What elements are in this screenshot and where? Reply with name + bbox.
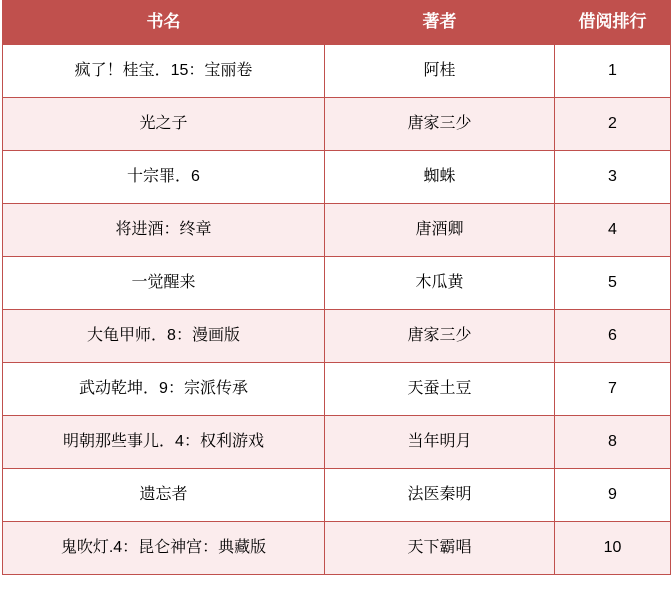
column-header-rank: 借阅排行 xyxy=(555,1,671,45)
cell-text: 2 xyxy=(608,115,617,133)
table-body xyxy=(3,45,671,575)
cell-book-rank xyxy=(555,522,671,575)
cell-book-author xyxy=(325,204,555,257)
cell-text: 阿桂 xyxy=(423,62,456,80)
cell-text: 光之子 xyxy=(139,115,188,133)
cell-book-author xyxy=(325,98,555,151)
column-header-title: 书名 xyxy=(3,1,325,45)
table-row xyxy=(3,469,671,522)
cell-book-title xyxy=(3,522,325,575)
cell-text: 唐酒卿 xyxy=(415,221,464,239)
cell-text: 9 xyxy=(608,486,617,504)
cell-book-author xyxy=(325,522,555,575)
cell-text: 木瓜黄 xyxy=(415,274,464,292)
cell-book-title xyxy=(3,257,325,310)
cell-text: 一觉醒来 xyxy=(131,274,196,292)
cell-book-rank xyxy=(555,45,671,98)
cell-text: 当年明月 xyxy=(407,433,472,451)
cell-book-author xyxy=(325,469,555,522)
cell-book-title xyxy=(3,98,325,151)
cell-book-rank xyxy=(555,151,671,204)
table-row xyxy=(3,45,671,98)
cell-text: 大龟甲师．8：漫画版 xyxy=(87,327,240,345)
table-row xyxy=(3,98,671,151)
table-row xyxy=(3,310,671,363)
table-row xyxy=(3,204,671,257)
table-row xyxy=(3,257,671,310)
cell-text: 10 xyxy=(603,539,622,557)
table-row xyxy=(3,151,671,204)
cell-text: 明朝那些事儿．4：权利游戏 xyxy=(63,433,264,451)
table-header xyxy=(3,1,671,45)
cell-text: 遗忘者 xyxy=(139,486,188,504)
column-header-author: 著者 xyxy=(325,1,555,45)
cell-text: 天下霸唱 xyxy=(407,539,472,557)
cell-book-author xyxy=(325,45,555,98)
cell-text: 鬼吹灯.4：昆仑神宫：典藏版 xyxy=(60,539,267,557)
cell-text: 4 xyxy=(608,221,617,239)
cell-book-author xyxy=(325,363,555,416)
table-row xyxy=(3,522,671,575)
cell-book-title xyxy=(3,45,325,98)
cell-book-title xyxy=(3,469,325,522)
table-header-row xyxy=(3,1,671,45)
cell-text: 疯了！桂宝．15：宝丽卷 xyxy=(74,62,253,80)
cell-text: 1 xyxy=(608,62,617,80)
cell-text: 武动乾坤．9：宗派传承 xyxy=(79,380,248,398)
cell-book-rank xyxy=(555,469,671,522)
cell-text: 天蚕土豆 xyxy=(407,380,472,398)
table-row xyxy=(3,363,671,416)
cell-book-title xyxy=(3,363,325,416)
cell-text: 将进酒：终章 xyxy=(115,221,212,239)
cell-text: 唐家三少 xyxy=(407,115,472,133)
cell-book-title xyxy=(3,310,325,363)
cell-book-author xyxy=(325,310,555,363)
cell-book-rank xyxy=(555,310,671,363)
cell-book-title xyxy=(3,151,325,204)
table-row xyxy=(3,416,671,469)
cell-book-rank xyxy=(555,204,671,257)
cell-book-title xyxy=(3,204,325,257)
cell-book-author xyxy=(325,151,555,204)
cell-text: 6 xyxy=(608,327,617,345)
cell-book-rank xyxy=(555,98,671,151)
cell-text: 唐家三少 xyxy=(407,327,472,345)
cell-text: 5 xyxy=(608,274,617,292)
cell-text: 法医秦明 xyxy=(407,486,472,504)
cell-text: 7 xyxy=(608,380,617,398)
cell-text: 3 xyxy=(608,168,617,186)
cell-text: 8 xyxy=(608,433,617,451)
cell-book-rank xyxy=(555,416,671,469)
cell-text: 蜘蛛 xyxy=(423,168,456,186)
cell-book-author xyxy=(325,416,555,469)
book-borrow-ranking-table xyxy=(2,0,671,575)
cell-book-rank xyxy=(555,363,671,416)
cell-book-rank xyxy=(555,257,671,310)
cell-text: 十宗罪．6 xyxy=(127,168,200,186)
cell-book-title xyxy=(3,416,325,469)
cell-book-author xyxy=(325,257,555,310)
